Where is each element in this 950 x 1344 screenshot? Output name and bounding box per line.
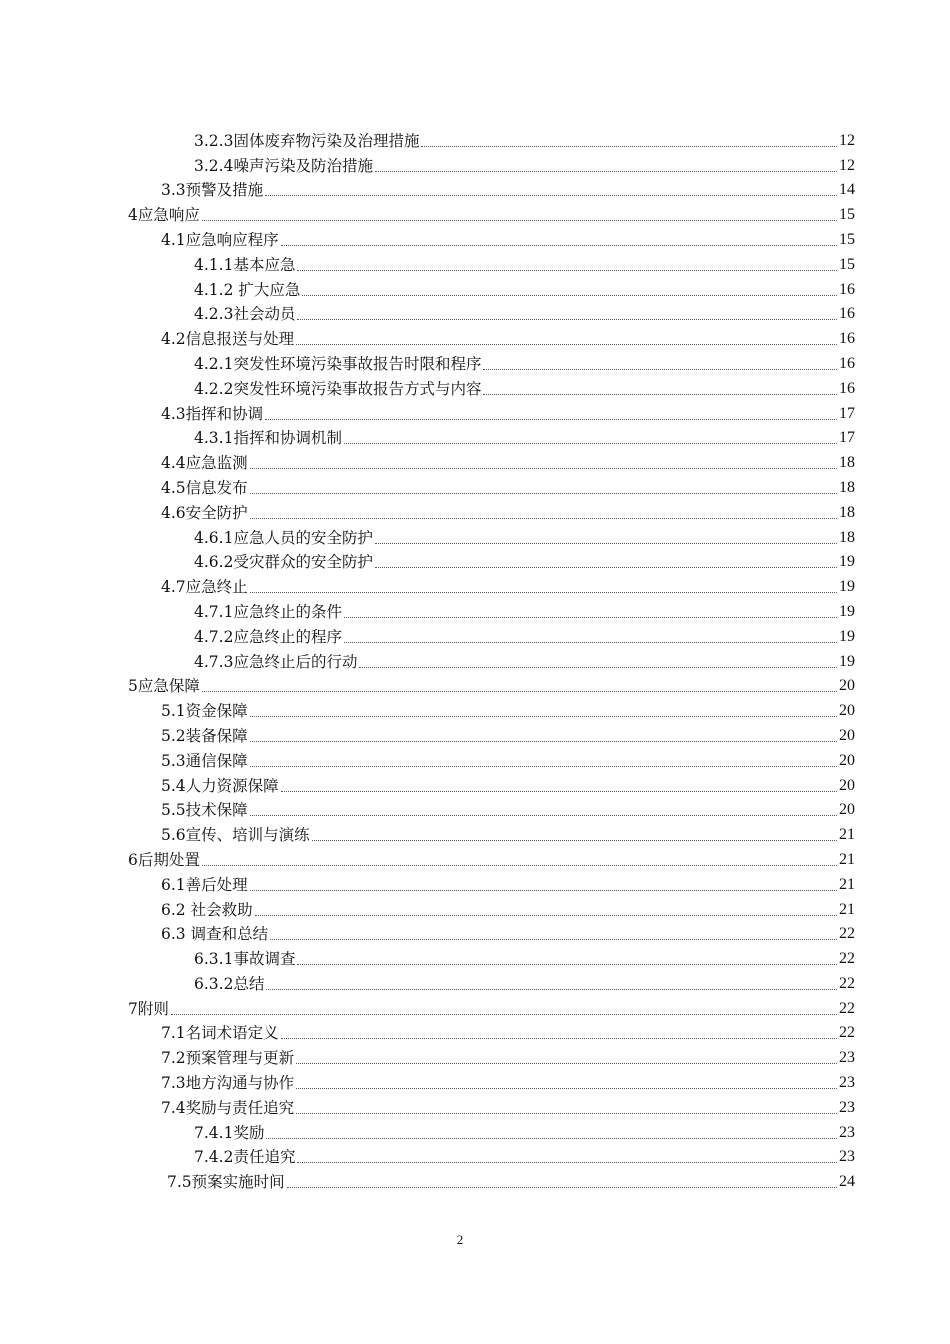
toc-dot-leader (270, 939, 837, 940)
toc-dot-leader (281, 791, 837, 792)
toc-entry-page-number: 19 (839, 602, 855, 620)
toc-entry-title: 4.7.1应急终止的条件 (194, 602, 342, 621)
toc-dot-leader (483, 394, 837, 395)
toc-entry-page-number: 18 (839, 454, 855, 472)
toc-dot-leader (255, 915, 837, 916)
toc-entry[interactable] (0, 870, 950, 895)
toc-entry[interactable] (0, 225, 950, 250)
toc-dot-leader (250, 741, 837, 742)
toc-dot-leader (202, 865, 837, 866)
toc-entry-page-number: 15 (839, 255, 855, 273)
toc-dot-leader (297, 964, 837, 965)
toc-entry-page-number: 18 (839, 503, 855, 521)
toc-entry-page-number: 17 (839, 404, 855, 422)
toc-dot-leader (375, 171, 837, 172)
toc-entry-title: 5.1资金保障 (161, 702, 248, 721)
toc-entry-title: 7.2预案管理与更新 (161, 1049, 295, 1068)
toc-entry[interactable] (0, 597, 950, 622)
toc-entry[interactable] (0, 572, 950, 597)
toc-entry-title: 4.7.3应急终止后的行动 (194, 652, 358, 671)
toc-entry-page-number: 14 (839, 181, 855, 199)
toc-entry[interactable] (0, 300, 950, 325)
toc-dot-leader (265, 195, 837, 196)
toc-entry[interactable] (0, 944, 950, 969)
toc-entry-title: 5应急保障 (128, 677, 200, 696)
toc-entry-page-number: 16 (839, 305, 855, 323)
toc-dot-leader (250, 518, 837, 519)
toc-entry-page-number: 22 (839, 999, 855, 1017)
toc-dot-leader (250, 468, 837, 469)
toc-dot-leader (296, 1063, 837, 1064)
toc-entry-title: 4应急响应 (128, 206, 200, 225)
toc-entry-title: 4.6安全防护 (161, 503, 248, 522)
toc-dot-leader (250, 890, 837, 891)
page-number: 2 (456, 1232, 464, 1247)
toc-entry-title: 4.2.3社会动员 (194, 305, 296, 324)
toc-entry-page-number: 21 (839, 875, 855, 893)
toc-dot-leader (483, 369, 837, 370)
toc-dot-leader (297, 270, 837, 271)
toc-entry[interactable] (0, 374, 950, 399)
toc-entry-page-number: 23 (839, 1074, 855, 1092)
toc-entry[interactable] (0, 994, 950, 1019)
toc-dot-leader (250, 716, 837, 717)
toc-entry[interactable] (0, 622, 950, 647)
toc-entry[interactable] (0, 151, 950, 176)
toc-entry-page-number: 23 (839, 1049, 855, 1067)
toc-dot-leader (375, 567, 837, 568)
toc-entry[interactable] (0, 920, 950, 945)
toc-entry-page-number: 20 (839, 702, 855, 720)
toc-entry-page-number: 22 (839, 925, 855, 943)
toc-entry-title: 4.2.1突发性环境污染事故报告时限和程序 (194, 354, 482, 373)
toc-entry-page-number: 16 (839, 354, 855, 372)
toc-entry-title: 6.2 社会救助 (161, 900, 253, 919)
toc-dot-leader (375, 543, 837, 544)
toc-dot-leader (250, 766, 837, 767)
toc-entry-title: 4.3.1指挥和协调机制 (194, 429, 342, 448)
toc-dot-leader (297, 319, 837, 320)
toc-entry[interactable] (0, 448, 950, 473)
toc-entry-page-number: 19 (839, 627, 855, 645)
toc-entry[interactable] (0, 523, 950, 548)
toc-entry-title: 3.3预警及措施 (161, 181, 264, 200)
toc-entry[interactable] (0, 721, 950, 746)
toc-entry-title: 7.3地方沟通与协作 (161, 1074, 295, 1093)
toc-dot-leader (296, 1088, 837, 1089)
toc-entry-page-number: 20 (839, 677, 855, 695)
toc-entry-page-number: 16 (839, 330, 855, 348)
toc-entry[interactable] (0, 1093, 950, 1118)
toc-dot-leader (296, 1113, 837, 1114)
toc-dot-leader (297, 1162, 837, 1163)
toc-dot-leader (359, 667, 837, 668)
toc-entry-title: 4.3指挥和协调 (161, 404, 264, 423)
toc-entry-page-number: 16 (839, 379, 855, 397)
toc-entry-page-number: 23 (839, 1123, 855, 1141)
toc-entry-page-number: 21 (839, 900, 855, 918)
toc-dot-leader (250, 815, 837, 816)
toc-entry[interactable] (0, 895, 950, 920)
toc-entry[interactable] (0, 1118, 950, 1143)
toc-dot-leader (202, 691, 837, 692)
toc-entry[interactable] (0, 845, 950, 870)
toc-entry-title: 4.7应急终止 (161, 578, 248, 597)
toc-entry[interactable] (0, 672, 950, 697)
toc-dot-leader (302, 295, 837, 296)
toc-entry-page-number: 12 (839, 156, 855, 174)
toc-dot-leader (281, 245, 837, 246)
toc-entry-title: 5.4人力资源保障 (161, 776, 279, 795)
toc-entry-page-number: 19 (839, 553, 855, 571)
toc-entry-title: 7附则 (128, 999, 169, 1018)
toc-entry-page-number: 21 (839, 850, 855, 868)
toc-dot-leader (344, 617, 837, 618)
toc-entry[interactable] (0, 1043, 950, 1068)
toc-entry[interactable] (0, 200, 950, 225)
toc-entry[interactable] (0, 498, 950, 523)
toc-entry-page-number: 19 (839, 652, 855, 670)
table-of-contents (0, 126, 950, 1192)
toc-entry[interactable] (0, 647, 950, 672)
toc-dot-leader (266, 1138, 837, 1139)
toc-entry[interactable] (0, 969, 950, 994)
toc-entry[interactable] (0, 1019, 950, 1044)
toc-entry-title: 4.5信息发布 (161, 478, 248, 497)
toc-entry-page-number: 19 (839, 578, 855, 596)
toc-entry-title: 6.3 调查和总结 (161, 925, 269, 944)
toc-dot-leader (265, 419, 837, 420)
toc-entry-title: 4.7.2应急终止的程序 (194, 627, 342, 646)
toc-entry-title: 7.4奖励与责任追究 (161, 1098, 295, 1117)
toc-entry-title: 4.2信息报送与处理 (161, 330, 295, 349)
toc-dot-leader (287, 1187, 837, 1188)
toc-entry-title: 6.1善后处理 (161, 875, 248, 894)
toc-entry-title: 5.2装备保障 (161, 726, 248, 745)
toc-entry-title: 4.4应急监测 (161, 454, 248, 473)
toc-dot-leader (421, 146, 837, 147)
toc-entry-title: 7.1名词术语定义 (161, 1024, 279, 1043)
toc-entry-page-number: 22 (839, 950, 855, 968)
toc-entry-page-number: 18 (839, 478, 855, 496)
toc-entry-page-number: 20 (839, 751, 855, 769)
toc-entry[interactable] (0, 399, 950, 424)
toc-entry-title: 6后期处置 (128, 850, 200, 869)
toc-entry-page-number: 18 (839, 528, 855, 546)
toc-entry-page-number: 15 (839, 206, 855, 224)
toc-entry-title: 6.3.2总结 (194, 974, 265, 993)
toc-entry[interactable] (0, 1068, 950, 1093)
toc-entry[interactable] (0, 1143, 950, 1168)
toc-entry[interactable] (0, 796, 950, 821)
toc-dot-leader (312, 840, 837, 841)
toc-entry[interactable] (0, 771, 950, 796)
toc-dot-leader (344, 443, 837, 444)
toc-dot-leader (202, 220, 837, 221)
toc-entry-page-number: 20 (839, 776, 855, 794)
toc-entry[interactable] (0, 746, 950, 771)
toc-entry[interactable] (0, 126, 950, 151)
toc-entry-title: 3.2.3固体废弃物污染及治理措施 (194, 131, 420, 150)
toc-dot-leader (250, 493, 837, 494)
toc-entry-page-number: 23 (839, 1148, 855, 1166)
toc-entry[interactable] (0, 1167, 950, 1192)
toc-entry[interactable] (0, 349, 950, 374)
toc-dot-leader (281, 1038, 837, 1039)
toc-entry-page-number: 21 (839, 826, 855, 844)
toc-entry-title: 4.2.2突发性环境污染事故报告方式与内容 (194, 379, 482, 398)
toc-entry-page-number: 16 (839, 280, 855, 298)
toc-entry[interactable] (0, 176, 950, 201)
toc-dot-leader (250, 592, 837, 593)
toc-entry-title: 5.5技术保障 (161, 801, 248, 820)
toc-entry-title: 4.1.2 扩大应急 (194, 280, 301, 299)
toc-dot-leader (266, 989, 837, 990)
toc-dot-leader (296, 344, 837, 345)
toc-entry-title: 5.3通信保障 (161, 751, 248, 770)
toc-entry[interactable] (0, 696, 950, 721)
toc-entry-page-number: 22 (839, 1024, 855, 1042)
toc-entry-page-number: 12 (839, 131, 855, 149)
toc-dot-leader (171, 1014, 837, 1015)
toc-entry-title: 7.4.2责任追究 (194, 1148, 296, 1167)
toc-entry[interactable] (0, 473, 950, 498)
toc-entry-title: 6.3.1事故调查 (194, 950, 296, 969)
toc-entry[interactable] (0, 275, 950, 300)
toc-entry[interactable] (0, 548, 950, 573)
toc-dot-leader (344, 642, 837, 643)
toc-entry[interactable] (0, 424, 950, 449)
toc-entry-page-number: 17 (839, 429, 855, 447)
toc-entry-page-number: 22 (839, 974, 855, 992)
toc-entry-title: 7.4.1奖励 (194, 1123, 265, 1142)
toc-entry-page-number: 20 (839, 726, 855, 744)
toc-entry-title: 7.5预案实施时间 (167, 1173, 285, 1192)
toc-entry-page-number: 20 (839, 801, 855, 819)
toc-entry-title: 4.1.1基本应急 (194, 255, 296, 274)
toc-entry[interactable] (0, 250, 950, 275)
toc-entry-page-number: 24 (839, 1173, 855, 1191)
toc-entry-title: 5.6宣传、培训与演练 (161, 826, 310, 845)
toc-entry-title: 4.6.2受灾群众的安全防护 (194, 553, 373, 572)
toc-entry-page-number: 15 (839, 230, 855, 248)
toc-entry-title: 4.6.1应急人员的安全防护 (194, 528, 373, 547)
toc-entry[interactable] (0, 820, 950, 845)
toc-entry-page-number: 23 (839, 1098, 855, 1116)
toc-entry-title: 4.1应急响应程序 (161, 230, 279, 249)
toc-entry[interactable] (0, 324, 950, 349)
toc-entry-title: 3.2.4噪声污染及防治措施 (194, 156, 373, 175)
